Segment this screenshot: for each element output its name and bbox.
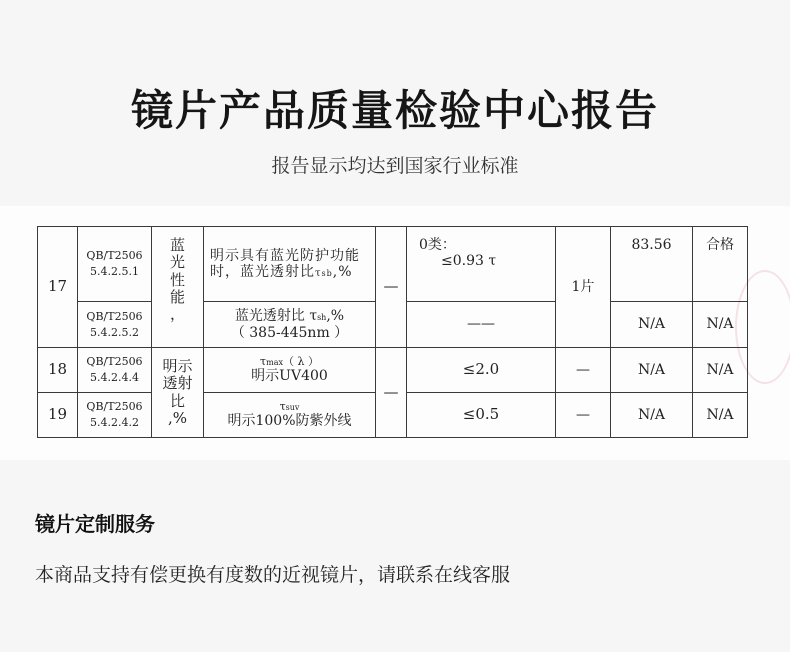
standard-code: QB/T2506 5.4.2.5.1 xyxy=(78,227,152,302)
report-table xyxy=(37,226,748,438)
tau-subscript: max xyxy=(266,357,283,367)
result-cell: N/A xyxy=(693,302,748,348)
measured-value: 83.56 xyxy=(611,227,693,302)
lambda-text: （ λ ） xyxy=(283,354,319,368)
unit-text: ,% xyxy=(326,308,345,325)
standard-code: QB/T2506 5.4.2.5.2 xyxy=(78,302,152,348)
result-cell: 合格 xyxy=(693,227,748,302)
description-text: 明示UV400 xyxy=(251,368,328,385)
tau-subscript: sb xyxy=(321,269,333,278)
table-row xyxy=(38,348,748,393)
limit-cell: ≤0.5 xyxy=(407,393,556,438)
test-description xyxy=(204,393,376,438)
tau-symbol: τ xyxy=(315,268,322,279)
test-description xyxy=(204,227,376,302)
unit-cell: — xyxy=(556,393,611,438)
wavelength-range: （ 385-445nm ） xyxy=(230,324,349,341)
standard-code: QB/T2506 5.4.2.4.2 xyxy=(78,393,152,438)
result-cell: N/A xyxy=(693,393,748,438)
result-cell: N/A xyxy=(693,348,748,393)
category-label: 明示 透射 比 ,% xyxy=(152,348,204,438)
standard-code: QB/T2506 5.4.2.4.4 xyxy=(78,348,152,393)
row-number: 17 xyxy=(38,227,78,348)
dash-cell: — xyxy=(376,227,407,348)
table-row xyxy=(38,227,748,302)
row-number: 18 xyxy=(38,348,78,393)
page-title: 镜片产品质量检验中心报告 xyxy=(130,86,659,135)
limit-cell xyxy=(407,227,556,302)
tau-subscript: sh xyxy=(317,313,327,323)
description-text: 蓝光透射比 τ xyxy=(234,308,318,325)
unit-text: ,% xyxy=(332,264,353,280)
dash-cell: — xyxy=(376,348,407,438)
tau-symbol: τ xyxy=(279,399,286,413)
unit-cell: — xyxy=(556,348,611,393)
measured-value: N/A xyxy=(611,348,693,393)
tau-subscript: suv xyxy=(285,402,300,412)
unit-cell: 1片 xyxy=(556,227,611,348)
test-description xyxy=(204,302,376,348)
page-subtitle: 报告显示均达到国家行业标准 xyxy=(271,155,519,177)
limit-value: ≤0.93 τ xyxy=(441,253,497,270)
tau-symbol: τ xyxy=(260,354,267,368)
description-text: 明示具有蓝光防护功能时，蓝光透射比 xyxy=(210,247,360,280)
limit-cell: ≤2.0 xyxy=(407,348,556,393)
row-number: 19 xyxy=(38,393,78,438)
category-label: 蓝 光 性 能 ， xyxy=(152,227,204,348)
service-description: 本商品支持有偿更换有度数的近视镜片，请联系在线客服 xyxy=(35,564,511,586)
measured-value: N/A xyxy=(611,393,693,438)
measured-value: N/A xyxy=(611,302,693,348)
test-description xyxy=(204,348,376,393)
limit-cell: —— xyxy=(407,302,556,348)
service-title: 镜片定制服务 xyxy=(35,512,155,536)
limit-class: 0类： xyxy=(419,237,456,253)
description-text: 明示100%防紫外线 xyxy=(227,413,352,430)
